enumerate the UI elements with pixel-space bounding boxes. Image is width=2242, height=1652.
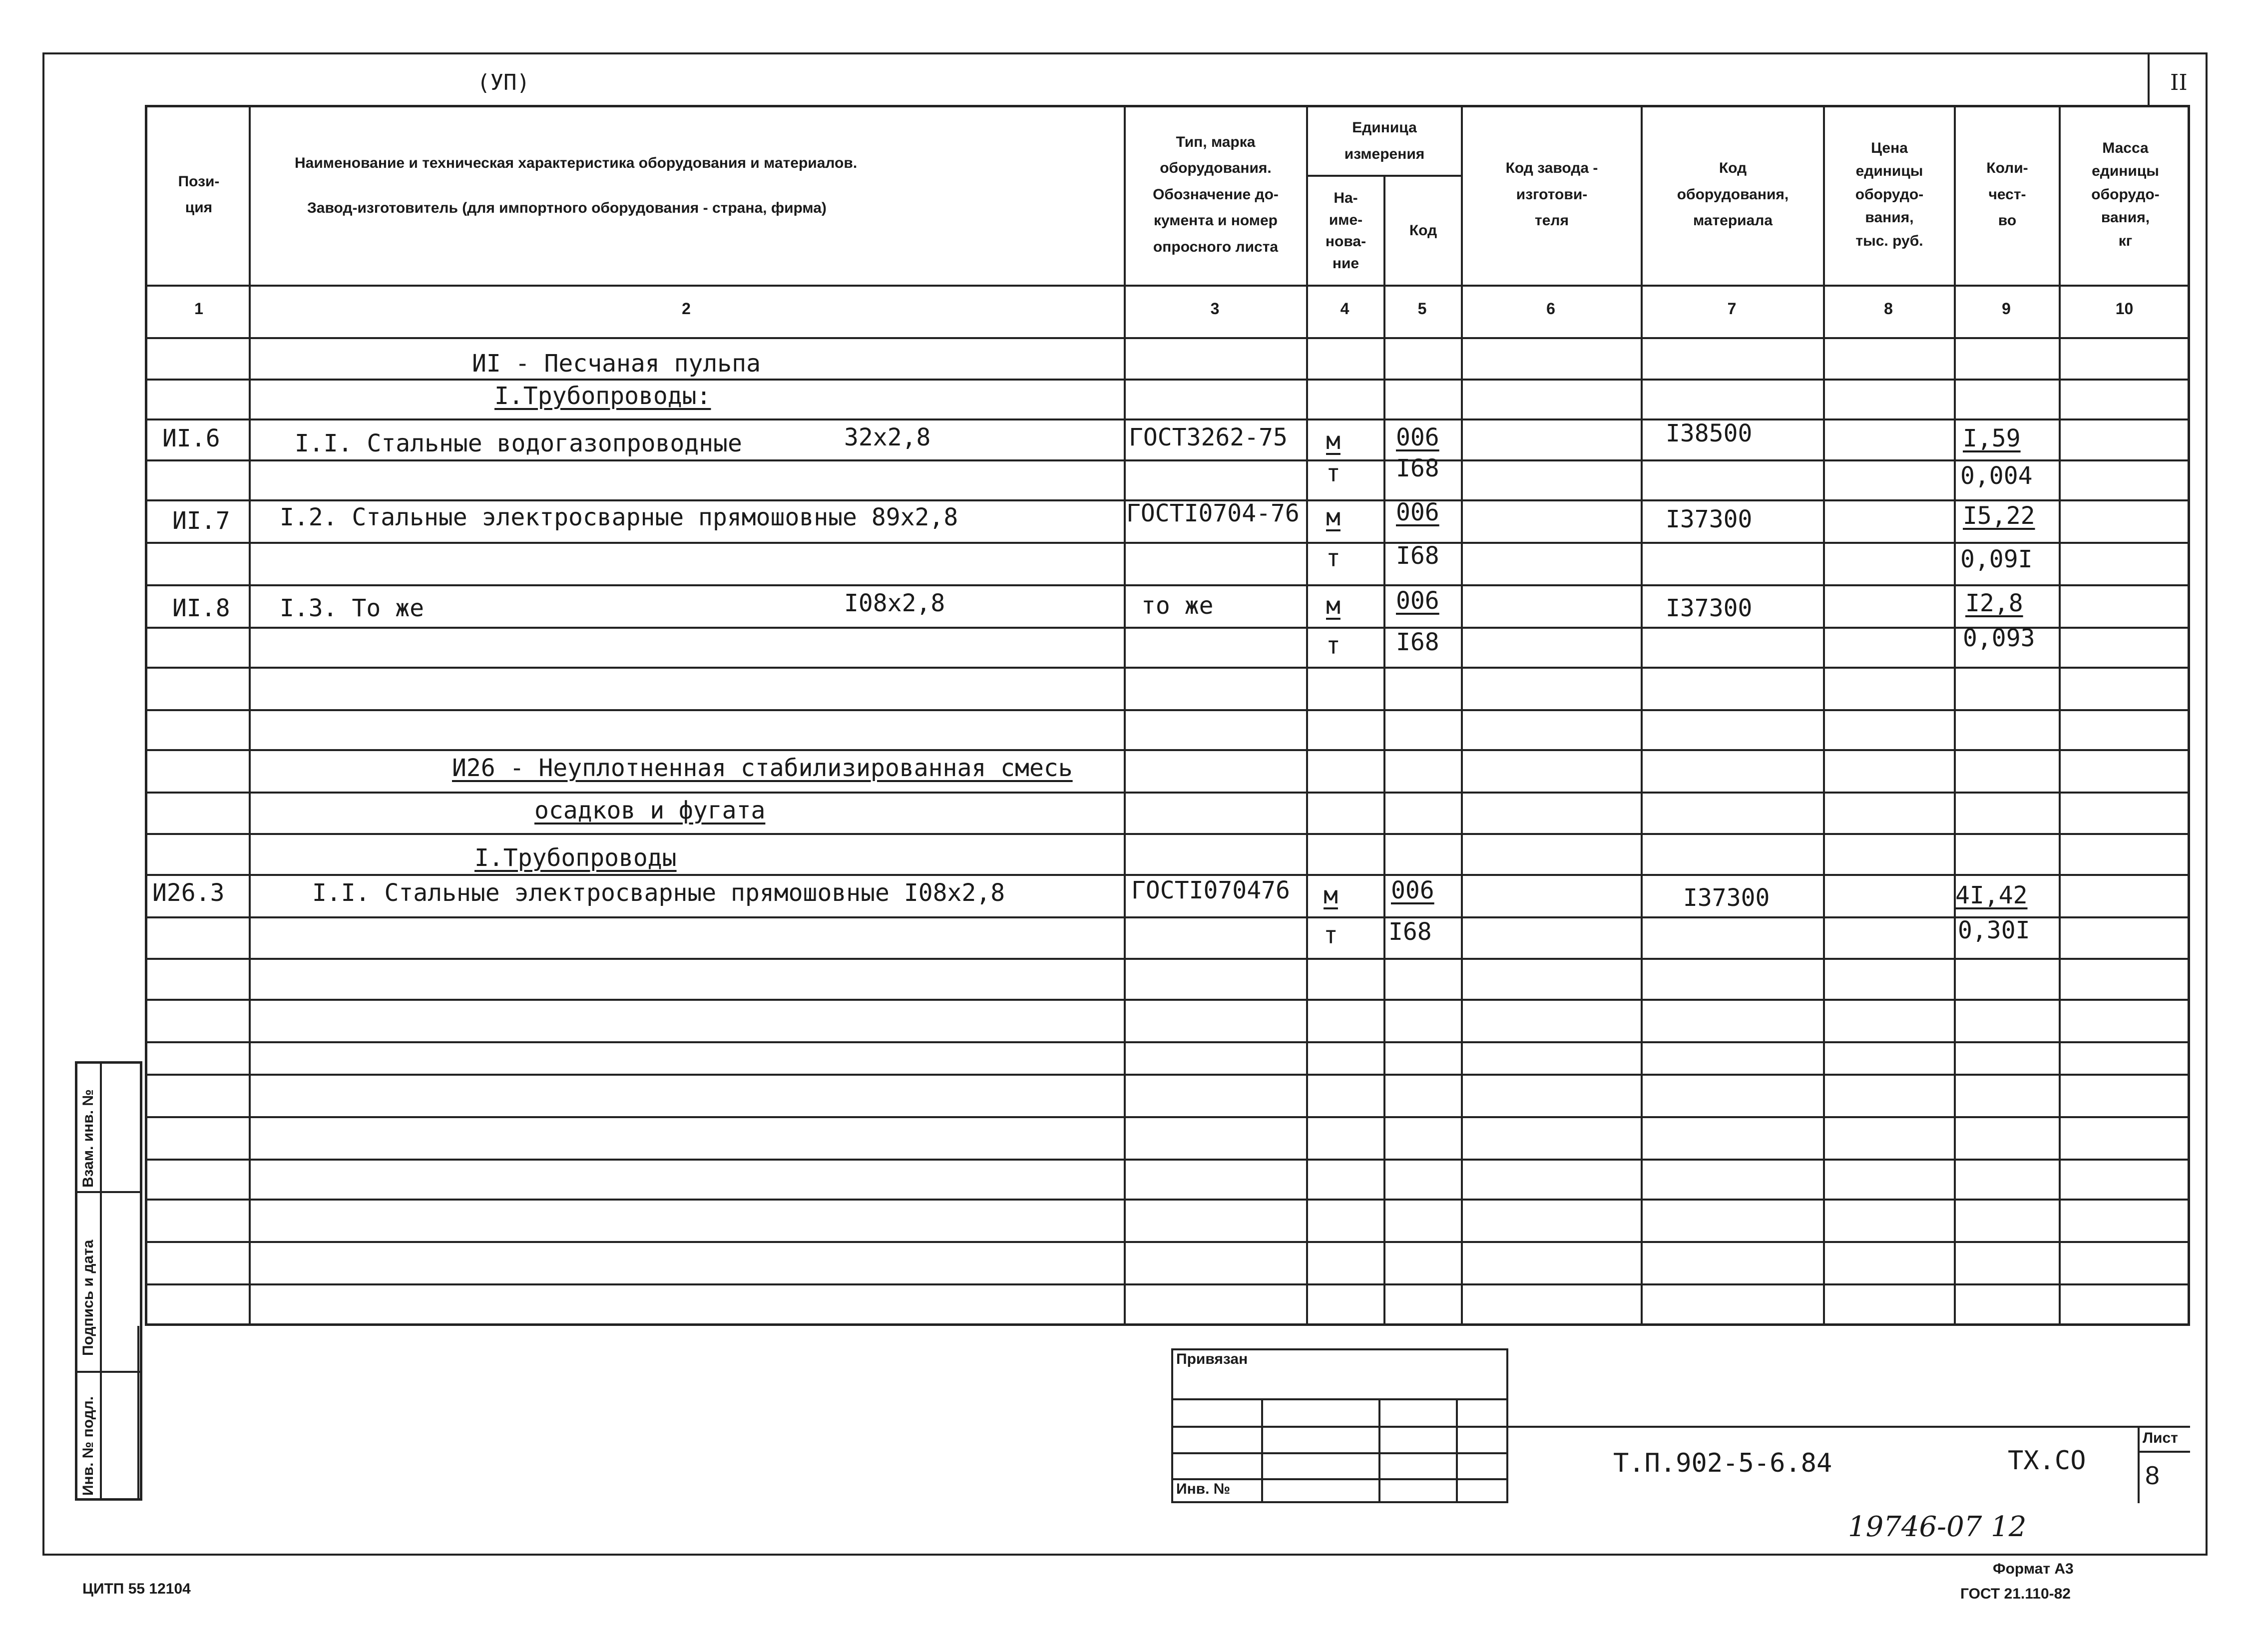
row-equip-code: I37300 — [1666, 594, 1753, 622]
header-unit-code: Код — [1409, 222, 1437, 239]
row-unit-code: I68 — [1396, 628, 1439, 656]
stamp-line — [1261, 1398, 1263, 1503]
stamp-line — [1456, 1398, 1458, 1503]
row-line — [145, 418, 2190, 420]
column-number: 7 — [1727, 300, 1737, 318]
row-equip-code: I38500 — [1666, 419, 1753, 447]
row-unit: м — [1324, 881, 1338, 909]
row-size: I08x2,8 — [844, 589, 945, 617]
stamp-left-edge — [137, 1326, 139, 1501]
column-number: 10 — [2115, 300, 2134, 318]
row-doc: ГОСТ3262-75 — [1129, 423, 1288, 451]
stamp-list-number: 8 — [2145, 1461, 2160, 1490]
header-quantity: Коли- чест- во — [1986, 160, 2028, 229]
row-line — [145, 1199, 2190, 1201]
footer-gost: ГОСТ 21.110-82 — [1960, 1586, 2071, 1602]
column-number: 8 — [1884, 300, 1893, 318]
row-line — [145, 1074, 2190, 1076]
row-position: И26.3 — [152, 879, 225, 907]
row-line — [145, 584, 2190, 586]
column-number: 1 — [194, 300, 203, 318]
stamp-doc-code: Т.П.902-5-6.84 — [1613, 1448, 1832, 1478]
col-line — [2059, 105, 2061, 1326]
col-line — [1306, 105, 1308, 1326]
section-title: И26 - Неуплотненная стабилизированная смесь — [452, 754, 1073, 782]
header-mass: Масса единицы оборудо- вания, кг — [2091, 139, 2160, 249]
column-number: 3 — [1210, 300, 1220, 318]
row-size: 32x2,8 — [844, 423, 931, 451]
row-doc: то же — [1141, 592, 1214, 620]
row-line — [145, 1159, 2190, 1161]
row-line — [145, 792, 2190, 794]
handwritten-number: 19746-07 12 — [1848, 1511, 2027, 1543]
row-line — [145, 1116, 2190, 1118]
header-price: Цена единицы оборудо- вания, тыс. руб. — [1855, 139, 1924, 249]
row-name: I.2. Стальные электросварные прямошовные 89x2,8 — [280, 503, 958, 531]
header-position: Пози- ция — [178, 173, 220, 216]
header-bottom-line — [145, 285, 2190, 287]
row-unit-code: I68 — [1396, 454, 1439, 482]
stamp-title-top — [1508, 1426, 2190, 1428]
row-line — [145, 542, 2190, 544]
corner-divider — [2148, 52, 2150, 105]
row-name: I.I. Стальные водогазопроводные — [295, 429, 742, 457]
row-line — [145, 1283, 2190, 1285]
row-qty: I5,22 — [1963, 502, 2035, 530]
row-unit: т — [1326, 544, 1341, 572]
sheet-label-top: (УП) — [477, 70, 530, 95]
row-qty: 0,093 — [1963, 624, 2035, 652]
header-factory-code: Код завода - изготови- теля — [1505, 160, 1598, 229]
page-corner-number: II — [2170, 70, 2188, 95]
stamp-privyazan-label: Привязан — [1176, 1351, 1248, 1367]
column-number: 2 — [682, 300, 691, 318]
row-name: I.I. Стальные электросварные прямошовные I08x2,8 — [312, 879, 1005, 907]
col-line — [1954, 105, 1956, 1326]
row-qty: I,59 — [1963, 424, 2021, 452]
col-line — [249, 105, 251, 1326]
side-stamp-divider — [100, 1061, 102, 1501]
column-number: 5 — [1417, 300, 1427, 318]
row-unit: т — [1326, 459, 1341, 487]
row-unit-code: 006 — [1396, 498, 1439, 526]
row-unit: м — [1326, 592, 1341, 620]
spec-table — [145, 105, 2190, 1326]
col-line — [1124, 105, 1126, 1326]
row-unit-code: I68 — [1396, 542, 1439, 570]
side-label-signature: Подпись и дата — [80, 1239, 96, 1356]
row-doc: ГОСТI070476 — [1131, 876, 1290, 904]
stamp-list-label: Лист — [2143, 1430, 2178, 1446]
col-line — [1641, 105, 1643, 1326]
header-type: Тип, марка оборудования. Обозначение до- кумента и номер опросного листа — [1153, 133, 1279, 255]
row-qty: 4I,42 — [1955, 881, 2028, 909]
section-subtitle: I.Трубопроводы: — [494, 382, 711, 410]
row-position: ИI.8 — [172, 594, 230, 622]
row-equip-code: I37300 — [1666, 505, 1753, 533]
row-position: ИI.6 — [162, 424, 220, 452]
section-title-cont: осадков и фугата — [534, 797, 766, 825]
stamp-inv-label: Инв. № — [1176, 1481, 1231, 1497]
row-qty: 0,004 — [1960, 462, 2033, 490]
row-qty: 0,09I — [1960, 545, 2033, 573]
section-title: ИI - Песчаная пульпа — [472, 350, 761, 378]
stamp-line — [1378, 1398, 1380, 1503]
row-position: ИI.7 — [172, 507, 230, 535]
row-line — [145, 627, 2190, 629]
row-unit: т — [1324, 921, 1338, 949]
row-line — [145, 459, 2190, 461]
col-line — [1823, 105, 1825, 1326]
row-unit: т — [1326, 632, 1341, 660]
side-label-replace-inv: Взам. инв. № — [80, 1089, 96, 1188]
side-label-original-inv: Инв. № подл. — [80, 1396, 96, 1496]
row-line — [145, 749, 2190, 751]
row-line — [145, 999, 2190, 1001]
row-line — [145, 709, 2190, 711]
row-unit-code: 006 — [1396, 423, 1439, 451]
header-equipment-code: Код оборудования, материала — [1677, 160, 1789, 229]
stamp-list-line — [2138, 1451, 2190, 1453]
row-line — [145, 833, 2190, 835]
row-line — [145, 958, 2190, 960]
side-stamp-line — [75, 1191, 142, 1193]
row-unit-code: I68 — [1388, 918, 1432, 946]
colnum-bottom-line — [145, 337, 2190, 339]
header-name-line1: Наименование и техническая характеристика оборудования и материалов. — [295, 155, 858, 171]
header-unit-group: Единица измерения — [1344, 119, 1425, 162]
stamp-list-divider — [2138, 1426, 2140, 1503]
col-line — [1461, 105, 1463, 1326]
stamp-mark: ТХ.СО — [2008, 1446, 2086, 1476]
row-line — [145, 1241, 2190, 1243]
row-unit-code: 006 — [1396, 587, 1439, 615]
column-number: 9 — [2002, 300, 2011, 318]
row-name: I.3. То же — [280, 594, 424, 622]
footer-left: ЦИТП 55 12104 — [82, 1581, 191, 1597]
row-unit: м — [1326, 503, 1341, 531]
column-number: 6 — [1546, 300, 1555, 318]
header-name-line2: Завод-изготовитель (для импортного оборудования - страна, фирма) — [307, 200, 827, 216]
header-unit-name: На- име- нова- ние — [1325, 190, 1366, 272]
row-unit: м — [1326, 427, 1341, 455]
row-line — [145, 916, 2190, 918]
footer-format: Формат А3 — [1993, 1561, 2074, 1577]
row-line — [145, 874, 2190, 876]
column-number: 4 — [1340, 300, 1349, 318]
row-unit-code: 006 — [1391, 876, 1434, 904]
row-line — [145, 667, 2190, 669]
row-equip-code: I37300 — [1683, 884, 1770, 912]
row-doc: ГОСТI0704-76 — [1126, 499, 1300, 527]
row-qty: 0,30I — [1958, 916, 2030, 944]
side-stamp-line — [75, 1371, 142, 1373]
section-subtitle: I.Трубопроводы — [474, 844, 677, 872]
row-line — [145, 379, 2190, 381]
row-qty: I2,8 — [1965, 589, 2023, 617]
row-line — [145, 1041, 2190, 1043]
